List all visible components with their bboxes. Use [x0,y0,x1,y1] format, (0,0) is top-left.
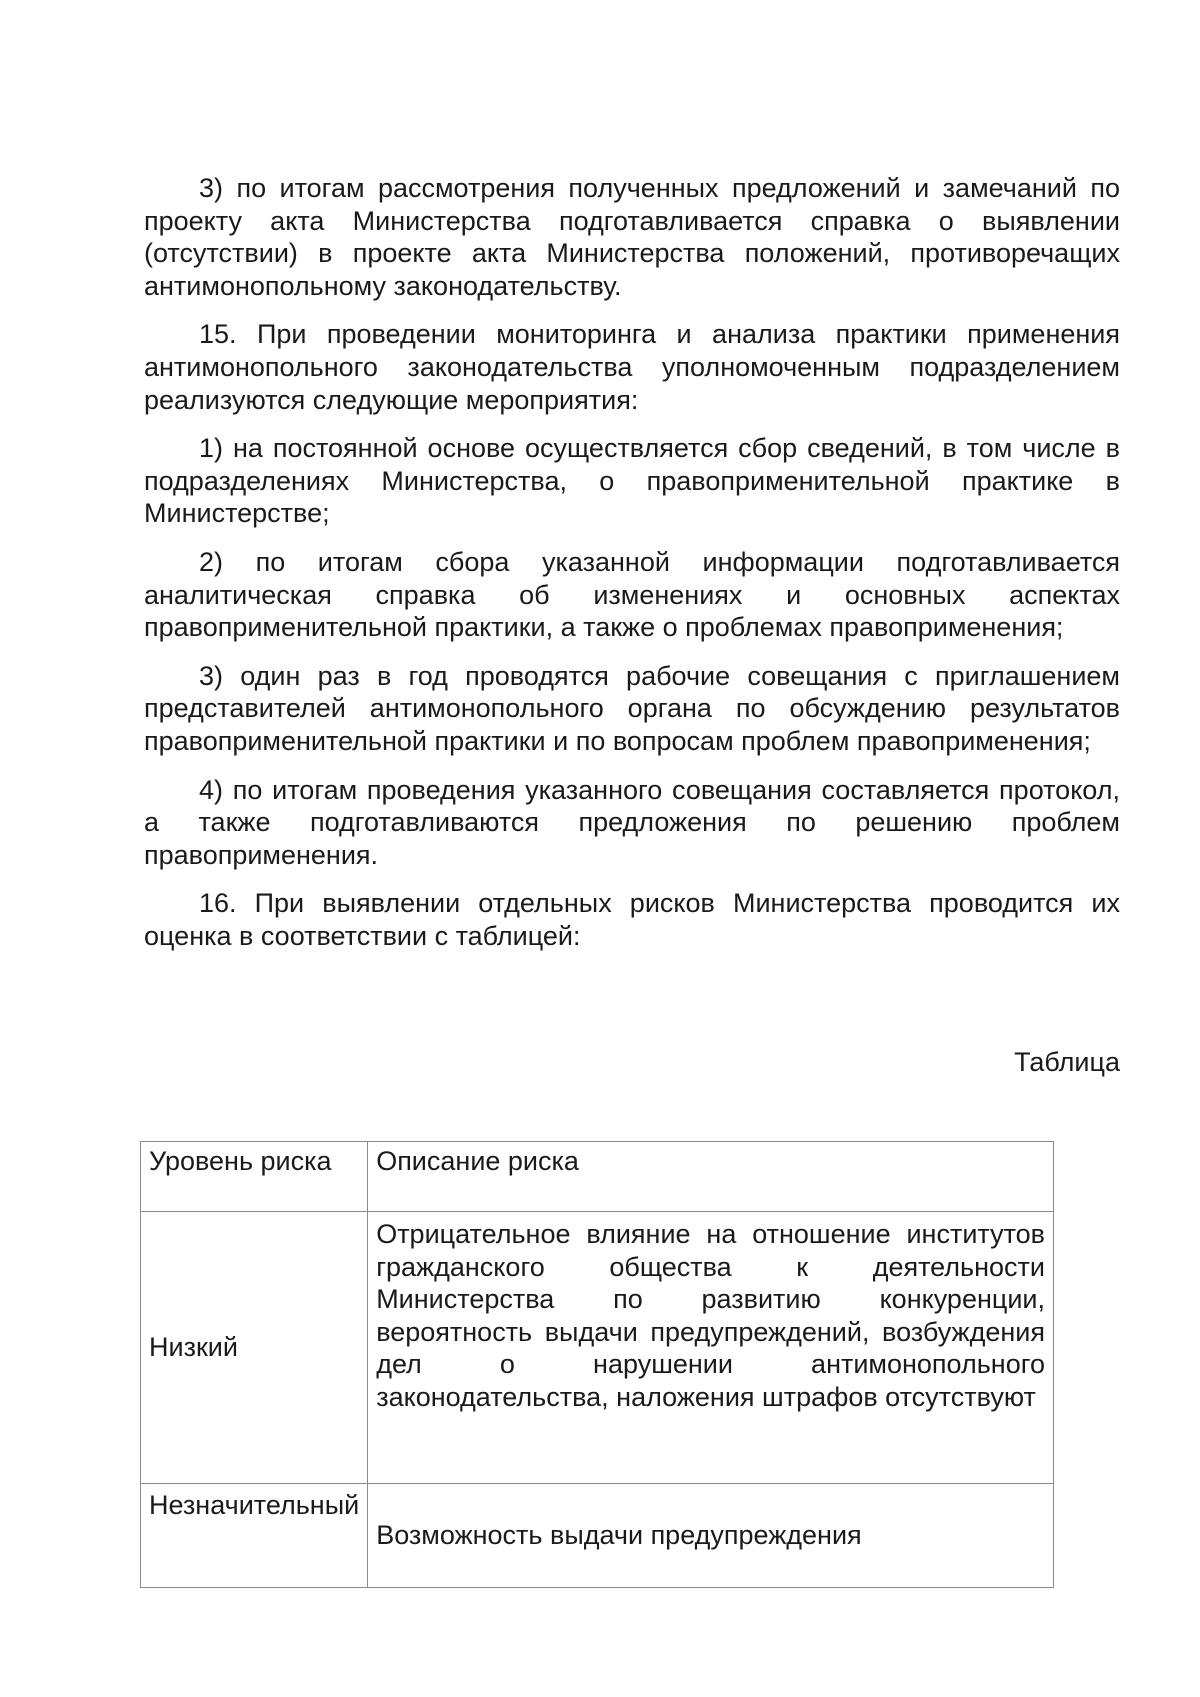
table-caption: Таблица [1014,1047,1120,1077]
risk-description-cell: Отрицательное влияние на отношение институтов гражданского общества к деятельности Министерства по развитию конкуренции, вероятность выдачи предупреждений, возбуждения дел о нарушении антимонопольного законодательства, наложения штрафов отсутствуют [368,1212,1054,1484]
risk-table [140,1141,1054,1588]
paragraph-item-3-meetings: 3) один раз в год проводятся рабочие совещания с приглашением представителей антимонопольного органа по обсуждению результатов правоприменительной практики и по вопросам проблем правоприменения; [144,660,1120,756]
risk-level-cell: Незначительный [141,1484,368,1588]
header-risk-level: Уровень риска [141,1142,368,1212]
table-row [141,1212,1054,1484]
document-body [144,172,1120,968]
risk-description-cell: Возможность выдачи предупреждения [368,1484,1054,1588]
table-header-row [141,1142,1054,1212]
paragraph-15-monitoring: 15. При проведении мониторинга и анализа практики применения антимонопольного законодательства уполномоченным подразделением реализуются следующие мероприятия: [144,319,1120,415]
paragraph-item-1-collection: 1) на постоянной основе осуществляется сбор сведений, в том числе в подразделениях Министерства, о правоприменительной практике в Министерстве; [144,433,1120,529]
paragraph-16-risk-assessment: 16. При выявлении отдельных рисков Министерства проводится их оценка в соответствии с таблицей: [144,888,1120,951]
risk-level-cell: Низкий [141,1212,368,1484]
paragraph-item-3-conclusion: 3) по итогам рассмотрения полученных предложений и замечаний по проекту акта Министерства подготавливается справка о выявлении (отсутствии) в проекте акта Министерства положений, противоречащих антимонопольному законодательству. [144,173,1120,301]
paragraph-item-4-protocol: 4) по итогам проведения указанного совещания составляется протокол, а также подготавливаются предложения по решению проблем правоприменения. [144,774,1120,870]
paragraph-item-2-analytics: 2) по итогам сбора указанной информации подготавливается аналитическая справка об изменениях и основных аспектах правоприменительной практики, а также о проблемах правоприменения; [144,546,1120,643]
table-row [141,1484,1054,1588]
header-risk-description: Описание риска [368,1142,1054,1212]
